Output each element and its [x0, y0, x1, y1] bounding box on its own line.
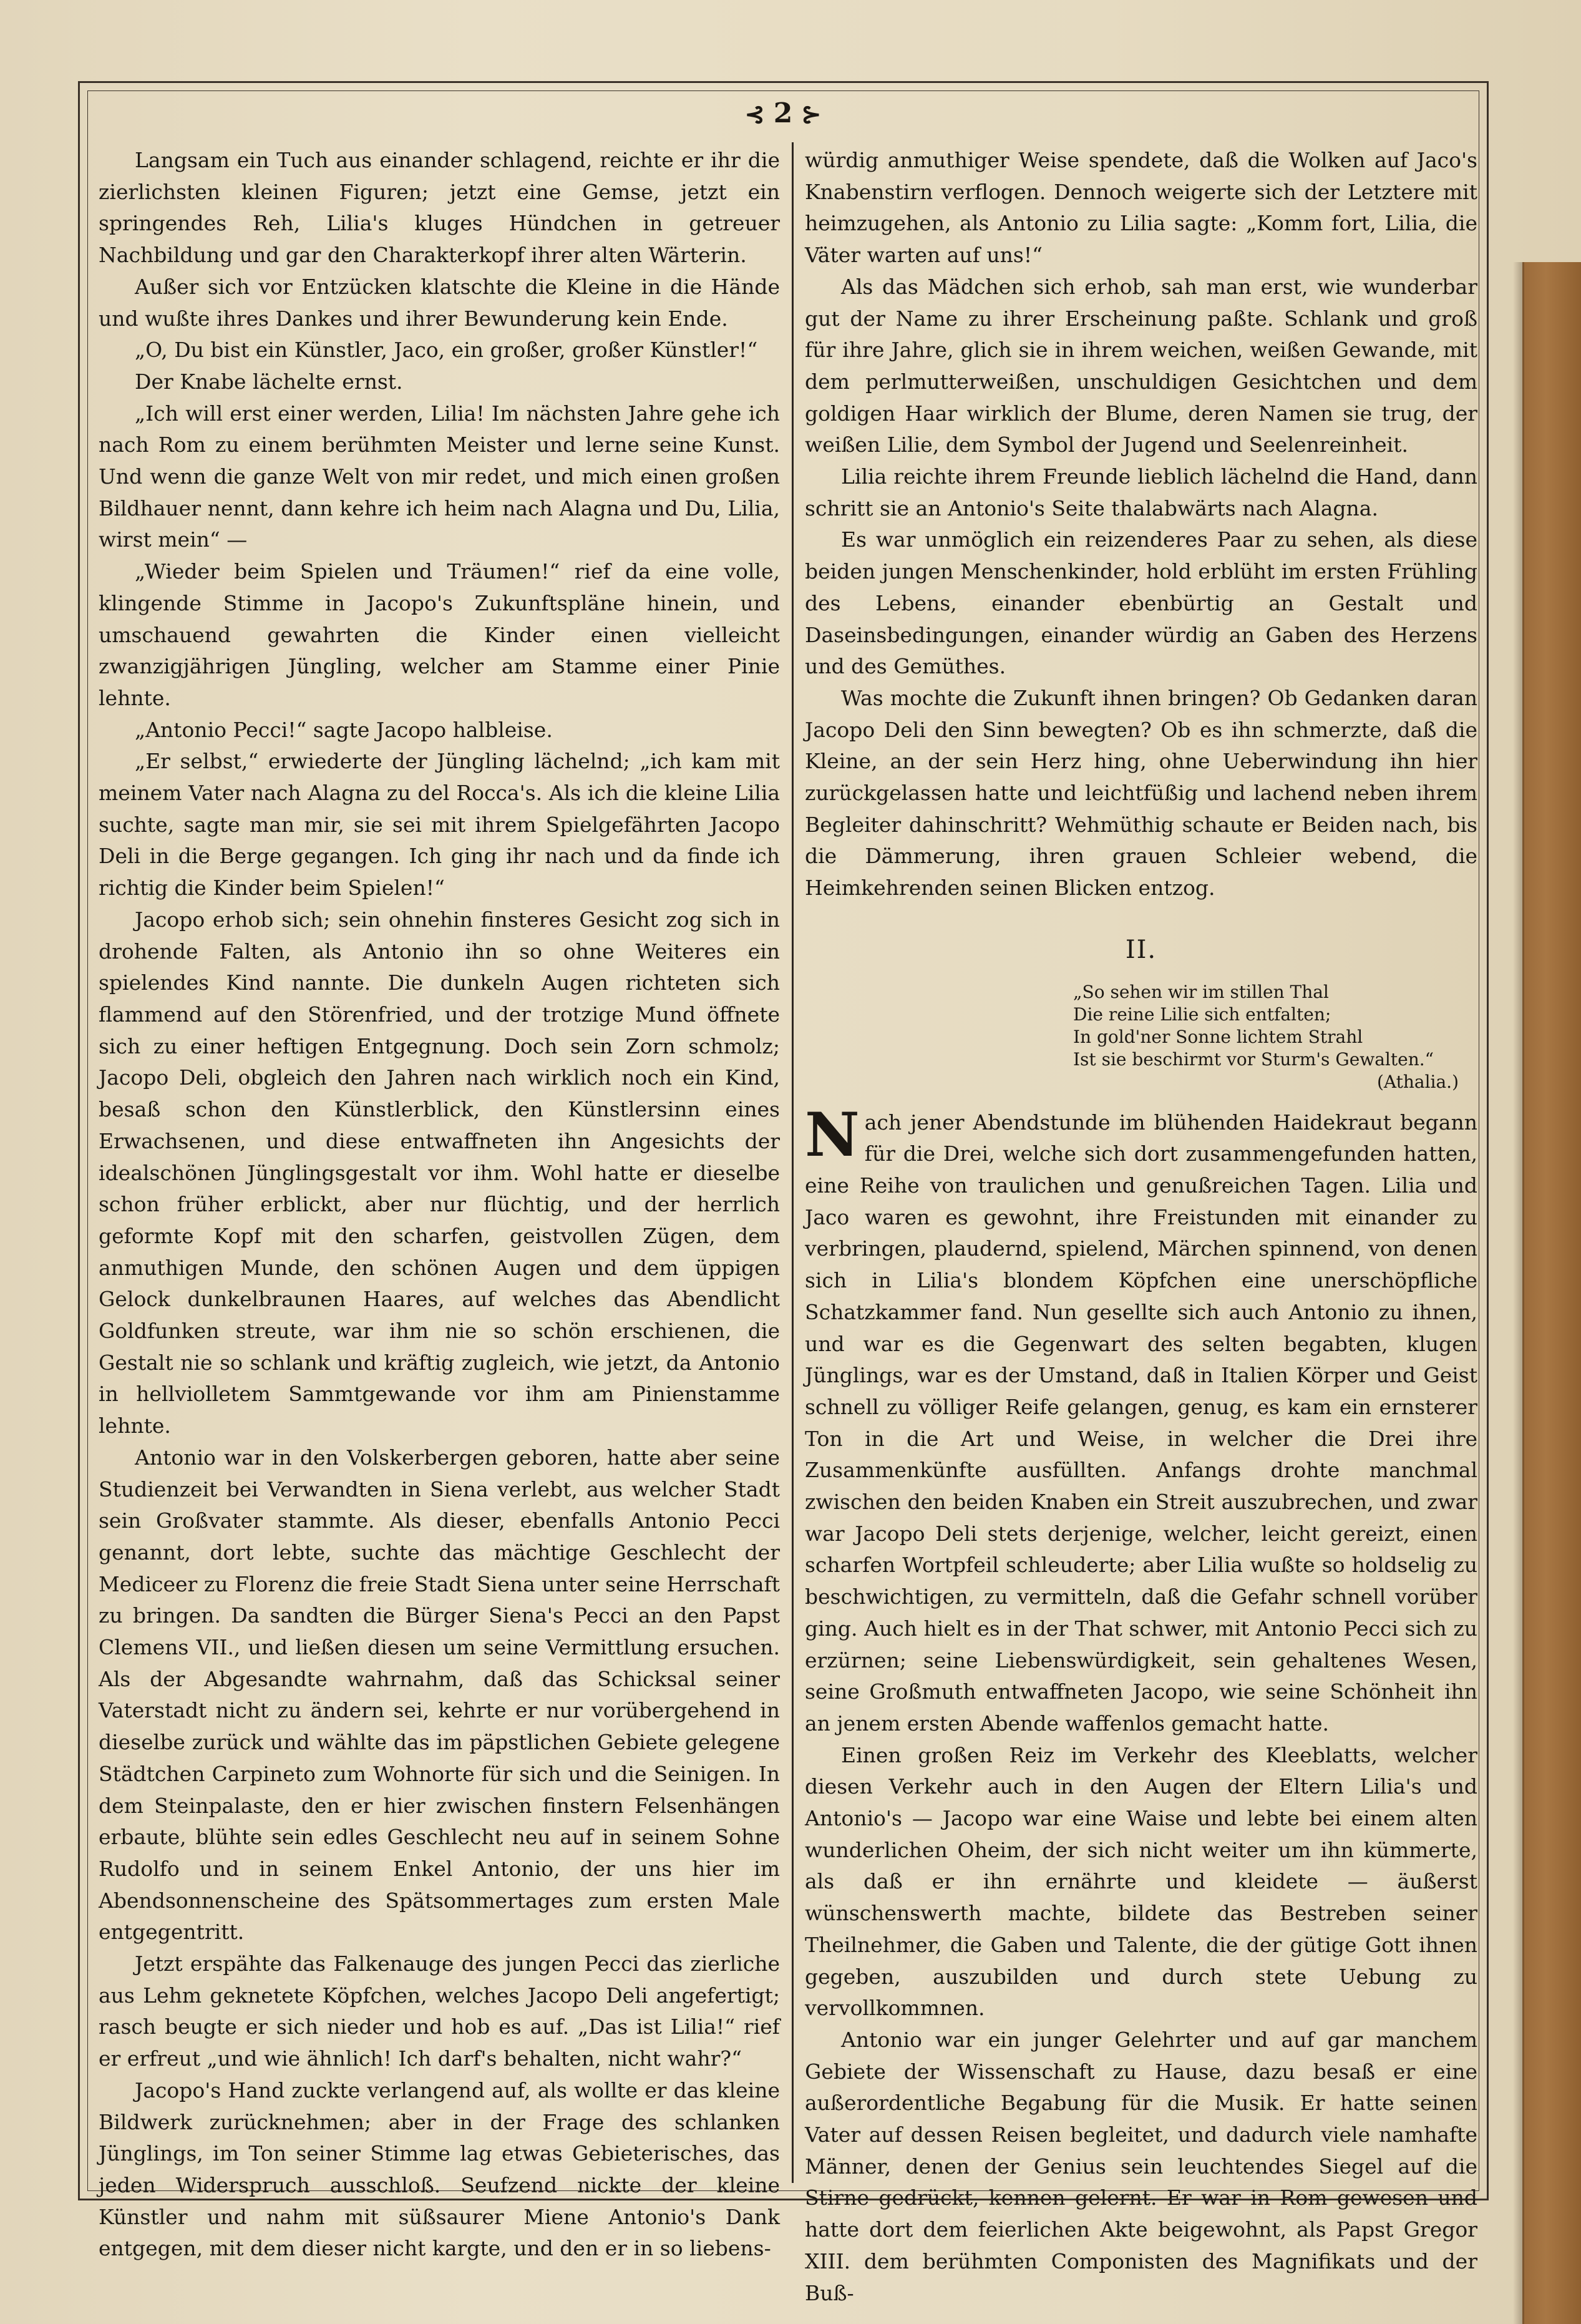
paragraph: Einen großen Reiz im Verkehr des Kleeblatts, welcher diesen Verkehr auch in den Augen der Eltern Lilia's und Antonio's — Jacopo war eine Waise und lebte bei einem alten wunderlichen Oheim, der sich nicht weiter um ihn kümmerte, als daß er ihn ernährte und kleidete — äußerst wünschenswerth machte, bildete das Bestreben seiner Theilnehmer, die Gaben und Talente, die der gütige Gott ihnen gegeben, auszubilden und durch stete Uebung zu vervollkommnen. [805, 1742, 1477, 2021]
paragraph: Was mochte die Zukunft ihnen bringen? Ob Gedanken daran Jacopo Deli den Sinn bewegten? Ob es ihn schmerzte, daß die Kleine, an der sein Herz hing, ohne Ueberwindung ihn hier zurückgelassen hatte und leichtfüßig und lachend neben ihrem Begleiter dahinschritt? Wehmüthig schaute er Beiden nach, bis die Dämmerung, ihren grauen Schleier webend, die Heimkehrenden seinen Blicken entzog. [805, 685, 1477, 901]
paragraph: „Ich will erst einer werden, Lilia! Im nächsten Jahre gehe ich nach Rom zu einem berühmten Meister und lerne seine Kunst. Und wenn die ganze Welt von mir redet, und mich einen großen Bildhauer nennt, dann kehre ich heim nach Alagna und Du, Lilia, wirst mein“ — [99, 401, 780, 552]
paragraph: Außer sich vor Entzücken klatschte die Kleine in die Hände und wußte ihres Dankes und ihrer Bewunderung kein Ende. [99, 274, 780, 331]
paragraph: Jacopo erhob sich; sein ohnehin finsteres Gesicht zog sich in drohende Falten, als Antonio ihn so ohne Weiteres ein spielendes Kind nannte. Die dunkeln Augen richteten sich flammend auf den Störenfried, und der trotzige Mund öffnete sich zu einer heftigen Entgegnung. Doch sein Zorn schmolz; Jacopo Deli, obgleich den Jahren nach wirklich noch ein Kind, besaß schon den Künstlerblick, den Künstlersinn eines Erwachsenen, und diese entwaffneten ihn Angesichts der idealschönen Jünglingsgestalt vor ihm. Wohl hatte er dieselbe schon früher erblickt, aber nur flüchtig, und der herrlich geformte Kopf mit den scharfen, geistvollen Zügen, dem anmuthigen Munde, den schönen Augen und dem üppigen Gelock dunkelbraunen Haares, auf welches das Abendlicht Goldfunken streute, war ihm nie so schön erschienen, die Gestalt nie so schlank und kräftig zugleich, wie jetzt, da Antonio in hellviolletem Sammtgewande vor ihm am Pinienstamme lehnte. [99, 907, 780, 1438]
paragraph: „Er selbst,“ erwiederte der Jüngling lächelnd; „ich kam mit meinem Vater nach Alagna zu del Rocca's. Als ich die kleine Lilia suchte, sagte man mir, sie sei mit ihrem Spielgefährten Jacopo Deli in die Berge gegangen. Ich ging ihr nach und da finde ich richtig die Kinder beim Spielen!“ [99, 749, 780, 901]
paragraph: würdig anmuthiger Weise spendete, daß die Wolken auf Jaco's Knabenstirn verflogen. Dennoch weigerte sich der Letztere mit heimzugehen, als Antonio zu Lilia sagte: „Komm fort, Lilia, die Väter warten auf uns!“ [805, 148, 1477, 268]
ornament-left-icon: ⊰ [744, 100, 765, 128]
page-edge-shadow [1513, 262, 1524, 2324]
epigraph-attribution: (Athalia.) [1376, 1071, 1459, 1092]
paragraph: Langsam ein Tuch aus einander schlagend, reichte er ihr die zierlichsten kleinen Figuren; jetzt eine Gemse, jetzt ein springendes Reh, Lilia's kluges Hündchen in getreuer Nachbildung und gar den Charakterkopf ihrer alten Wärterin. [99, 148, 780, 268]
epigraph-line: Die reine Lilie sich entfalten; [1073, 1003, 1331, 1025]
paragraph: „Antonio Pecci!“ sagte Jacopo halbleise. [135, 717, 553, 742]
epigraph [1073, 981, 1477, 1093]
section-heading: II. [1125, 935, 1157, 964]
epigraph-line: Ist sie beschirmt vor Sturm's Gewalten.“ [1073, 1048, 1434, 1070]
paragraph: Jacopo's Hand zuckte verlangend auf, als wollte er das kleine Bildwerk zurücknehmen; aber in der Frage des schlanken Jünglings, im Ton seiner Stimme lag etwas Gebieterisches, das jeden Widerspruch ausschloß. Seufzend nickte der kleine Künstler und nahm mit süßsaurer Miene Antonio's Dank entgegen, mit dem dieser nicht kargte, und den er in so liebens- [99, 2077, 780, 2261]
page-number: 2 [773, 97, 793, 129]
paragraph: Antonio war ein junger Gelehrter und auf gar manchem Gebiete der Wissenschaft zu Hause, dazu besaß er eine außerordentliche Begabung für die Musik. Er hatte seinen Vater auf dessen Reisen begleitet, und dadurch viele namhafte Männer, denen der Genius sein leuchtendes Siegel auf die Stirne gedrückt, kennen gelernt. Er war in Rom gewesen und hatte dort dem feierlichen Akte beigewohnt, als Papst Gregor XIII. dem berühmten Componisten des Magnifikats und der Buß- [805, 2027, 1477, 2305]
section-first-paragraph [805, 1099, 1477, 1740]
paragraph: Antonio war in den Volskerbergen geboren, hatte aber seine Studienzeit bei Verwandten in Siena verlebt, aus welcher Stadt sein Großvater stammte. Als dieser, ebenfalls Antonio Pecci genannt, dort lebte, suchte das mächtige Geschlecht der Mediceer zu Florenz die freie Stadt Siena unter seine Herrschaft zu bringen. Da sandten die Bürger Siena's Pecci an den Papst Clemens VII., und ließen diesen um seine Vermittlung ersuchen. Als der Abgesandte wahrnahm, daß das Schicksal seiner Vaterstadt nicht zu ändern sei, kehrte er nur vorübergehend in dieselbe zurück und wählte das im päpstlichen Gebiete gelegene Städtchen Carpineto zum Wohnorte für sich und die Seinigen. In dem Steinpalaste, den er hier zwischen finstern Felsenhängen erbaute, blühte sein edles Geschlecht neu auf in seinem Sohne Rudolfo und in seinem Enkel Antonio, der uns hier im Abendsonnenscheine des Spätsommertages zum ersten Male entgegentritt. [99, 1445, 780, 1945]
backing-paper-strip [1522, 262, 1581, 2324]
left-column [99, 145, 780, 2265]
ornament-right-icon: ⊱ [801, 100, 822, 128]
paragraph: Es war unmöglich ein reizenderes Paar zu sehen, als diese beiden jungen Menschenkinder, hold erblüht im ersten Frühling des Lebens, einander ebenbürtig an Gestalt und Daseinsbedingungen, einander würdig an Gaben des Herzens und des Gemüthes. [805, 527, 1477, 679]
paragraph: „O, Du bist ein Künstler, Jaco, ein großer, großer Künstler!“ [135, 338, 758, 363]
paragraph-text: ach jener Abendstunde im blühenden Haidekraut begann für die Drei, welche sich dort zusammengefunden hatten, eine Reihe von traulichen und genußreichen Tagen. Lilia und Jaco waren es gewohnt, ihre Freistunden mit einander zu verbringen, plaudernd, spielend, Märchen spinnend, von denen sich in Lilia's blondem Köpfchen eine unerschöpfliche Schatzkammer fand. Nun gesellte sich auch Antonio zu ihnen, und war es die Gegenwart des selten begabten, klugen Jünglings, war es der Umstand, daß in Italien Körper und Geist schnell zu völliger Reife gelangen, genug, es kam ein ernsterer Ton in die Art und Weise, in welcher die Drei ihre Zusammenkünfte ausfüllten. Anfangs drohte manchmal zwischen den beiden Knaben ein Streit auszubrechen, und zwar war Jacopo Deli stets derjenige, welcher, leicht gereizt, einen scharfen Wortpfeil schleuderte; aber Lilia wußte so holdselig zu beschwichtigen, zu vermitteln, daß die Gefahr schnell vorüber ging. Auch hielt es in der That schwer, mit Antonio Pecci sich zu erzürnen; seine Liebenswürdigkeit, sein gehaltenes Wesen, seine Großmuth entwaffneten Jacopo, wie seine Schönheit ihn an jenem ersten Abende waffenlos gemacht hatte. [805, 1110, 1477, 1736]
paragraph: Als das Mädchen sich erhob, sah man erst, wie wunderbar gut der Name zu ihrer Erscheinung paßte. Schlank und groß für ihre Jahre, glich sie in ihrem weichen, weißen Gewande, mit dem perlmutterweißen, unschuldigen Gesichtchen und dem goldigen Haar wirklich der Blume, deren Namen sie trug, der weißen Lilie, dem Symbol der Jugend und Seelenreinheit. [805, 274, 1477, 457]
paragraph: Der Knabe lächelte ernst. [135, 369, 403, 394]
right-column [805, 145, 1477, 2309]
epigraph-line: „So sehen wir im stillen Thal [1073, 981, 1329, 1002]
epigraph-line: In gold'ner Sonne lichtem Strahl [1073, 1026, 1363, 1047]
paragraph: Jetzt erspähte das Falkenauge des jungen Pecci das zierliche aus Lehm geknetete Köpfchen, welches Jacopo Deli angefertigt; rasch beugte er sich nieder und hob es auf. „Das ist Lilia!“ rief er erfreut „und wie ähnlich! Ich darf's behalten, nicht wahr?“ [99, 1951, 780, 2071]
page-number-header [711, 95, 855, 132]
column-divider [792, 142, 794, 2183]
paragraph: Lilia reichte ihrem Freunde lieblich lächelnd die Hand, dann schritt sie an Antonio's Seite thalabwärts nach Alagna. [805, 464, 1477, 520]
drop-cap: N [805, 1099, 860, 1170]
paragraph: „Wieder beim Spielen und Träumen!“ rief da eine volle, klingende Stimme in Jacopo's Zukunftspläne hinein, und umschauend gewahrten die Kinder einen vielleicht zwanzigjährigen Jüngling, welcher am Stamme einer Pinie lehnte. [99, 559, 780, 710]
